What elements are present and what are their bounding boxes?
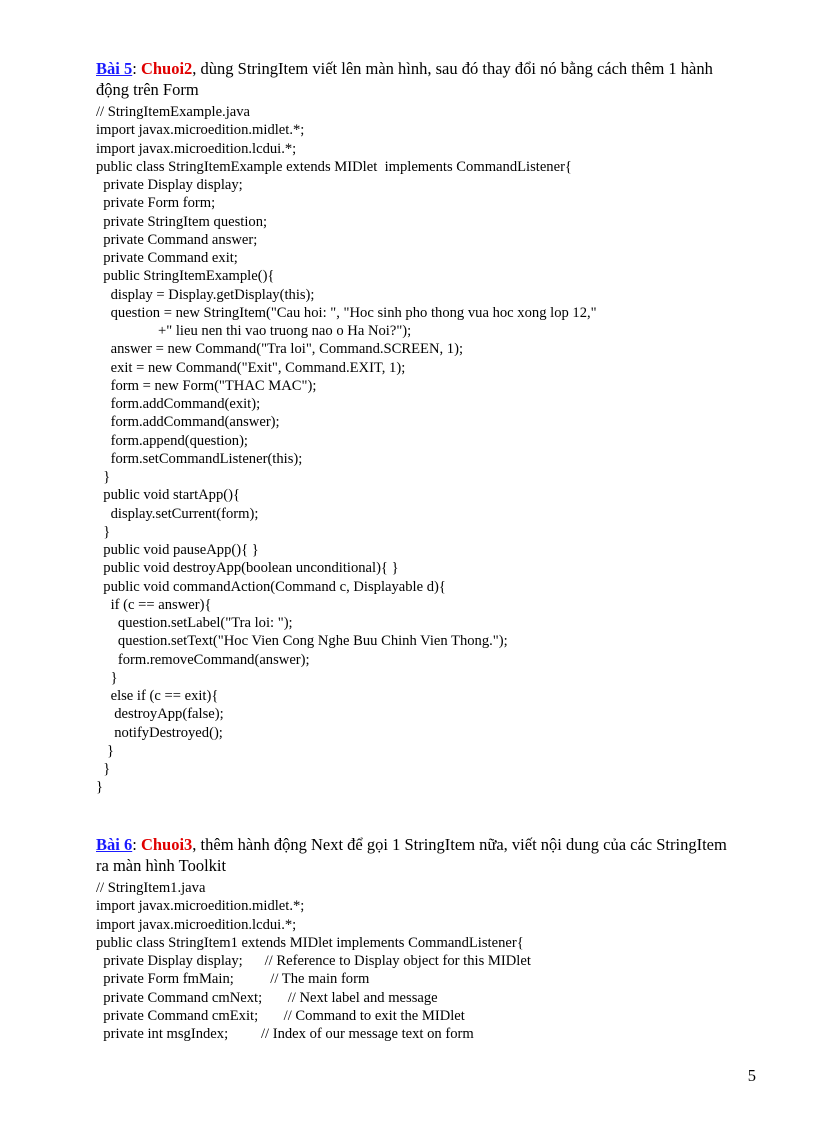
exercise-5-code-line: if (c == answer){ bbox=[96, 596, 212, 613]
exercise-5-code-line: question = new StringItem("Cau hoi: ", "Hoc sinh pho thong vua hoc xong lop 12," bbox=[96, 304, 597, 321]
exercise-5-code-line: public void startApp(){ bbox=[96, 487, 240, 504]
exercise-5-code-line: display = Display.getDisplay(this); bbox=[96, 286, 315, 303]
exercise-5-name: Chuoi2 bbox=[140, 59, 193, 78]
exercise-5-code-line: public void commandAction(Command c, Displayable d){ bbox=[96, 578, 446, 595]
exercise-6-name: Chuoi3 bbox=[140, 835, 193, 854]
exercise-5-description: , dùng StringItem viết lên màn hình, sau đó thay đổi nó bằng cách thêm 1 hành động trên Form bbox=[96, 59, 713, 99]
exercise-6-code-line: // StringItem1.java bbox=[96, 880, 206, 896]
exercise-5-code-line: else if (c == exit){ bbox=[96, 688, 219, 704]
exercise-6-heading bbox=[96, 834, 736, 876]
exercise-5-code-line: form.append(question); bbox=[96, 432, 248, 449]
exercise-5-code-line: exit = new Command("Exit", Command.EXIT, 1); bbox=[96, 359, 406, 376]
exercise-6-number: Bài 6 bbox=[96, 835, 133, 854]
exercise-5-code-line: public void pauseApp(){ } bbox=[96, 542, 259, 558]
exercise-5-code-line: public class StringItemExample extends MIDlet implements CommandListener{ bbox=[96, 158, 572, 175]
exercise-5-code-line: } bbox=[96, 523, 111, 540]
exercise-5-code-line: private Display display; bbox=[96, 177, 243, 193]
exercise-5-code bbox=[96, 103, 736, 797]
exercise-5-code-line: form.addCommand(exit); bbox=[96, 396, 261, 412]
exercise-5-code-line: private Form form; bbox=[96, 195, 216, 212]
exercise-5-code-line: +" lieu nen thi vao truong nao o Ha Noi?"); bbox=[96, 323, 412, 339]
exercise-5-number: Bài 5 bbox=[96, 59, 133, 78]
exercise-5-code-line: form.removeCommand(answer); bbox=[96, 651, 310, 668]
exercise-5-code-line: } bbox=[96, 469, 111, 485]
exercise-5-code-line: } bbox=[96, 779, 104, 796]
exercise-6-code-line: import javax.microedition.lcdui.*; bbox=[96, 916, 297, 933]
exercise-5-code-line: } bbox=[96, 742, 114, 759]
exercise-5-code-line: } bbox=[96, 761, 111, 777]
exercise-5-code-line: form.addCommand(answer); bbox=[96, 414, 280, 431]
exercise-6-code-line: private Display display; // Reference to Display object for this MIDlet bbox=[96, 953, 531, 969]
exercise-6-code bbox=[96, 879, 736, 1043]
exercise-5 bbox=[96, 58, 736, 797]
exercise-5-code-line: public void destroyApp(boolean unconditional){ } bbox=[96, 560, 399, 577]
exercise-5-code-line: private Command answer; bbox=[96, 231, 258, 248]
exercise-6-code-line: private Command cmNext; // Next label and message bbox=[96, 989, 438, 1006]
exercise-6-separator: : bbox=[132, 835, 141, 854]
exercise-5-separator: : bbox=[132, 59, 141, 78]
exercise-5-code-line: private StringItem question; bbox=[96, 213, 268, 230]
exercise-5-code-line: question.setLabel("Tra loi: "); bbox=[96, 615, 293, 631]
exercise-5-code-line: import javax.microedition.midlet.*; bbox=[96, 122, 305, 139]
exercise-5-code-line: form = new Form("THAC MAC"); bbox=[96, 377, 317, 394]
exercise-5-code-line: private Command exit; bbox=[96, 250, 238, 266]
exercise-6-code-line: private Command cmExit; // Command to exit the MIDlet bbox=[96, 1007, 465, 1024]
exercise-5-heading bbox=[96, 58, 736, 100]
exercise-6-code-line: import javax.microedition.midlet.*; bbox=[96, 898, 305, 915]
exercise-6-code-line: private int msgIndex; // Index of our message text on form bbox=[96, 1026, 474, 1042]
exercise-6 bbox=[96, 834, 736, 1043]
exercise-5-code-line: import javax.microedition.lcdui.*; bbox=[96, 140, 297, 157]
exercise-5-code-line: notifyDestroyed(); bbox=[96, 724, 223, 741]
exercise-5-code-line: question.setText("Hoc Vien Cong Nghe Buu Chinh Vien Thong."); bbox=[96, 633, 508, 650]
exercise-5-code-line: destroyApp(false); bbox=[96, 706, 224, 723]
exercise-6-code-line: public class StringItem1 extends MIDlet implements CommandListener{ bbox=[96, 934, 524, 951]
page-number: 5 bbox=[747, 1066, 756, 1085]
exercise-5-code-line: // StringItemExample.java bbox=[96, 104, 251, 120]
exercise-5-code-line: form.setCommandListener(this); bbox=[96, 450, 303, 467]
exercise-6-description: , thêm hành động Next để gọi 1 StringItem nữa, viết nội dung của các StringItem ra màn hình Toolkit bbox=[96, 835, 727, 875]
exercise-5-code-line: answer = new Command("Tra loi", Command.SCREEN, 1); bbox=[96, 341, 463, 358]
exercise-5-code-line: } bbox=[96, 669, 118, 686]
exercise-5-code-line: display.setCurrent(form); bbox=[96, 505, 259, 522]
exercise-6-code-line: private Form fmMain; // The main form bbox=[96, 971, 370, 988]
exercise-5-code-line: public StringItemExample(){ bbox=[96, 268, 275, 285]
